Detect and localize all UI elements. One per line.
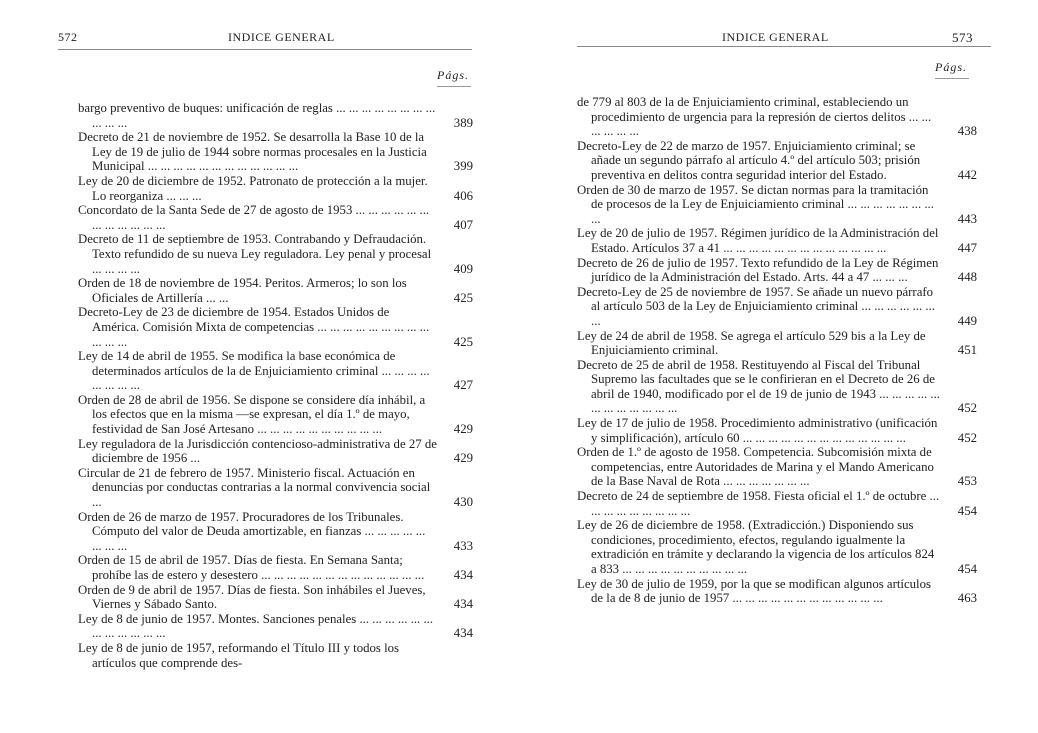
- index-entry: Ley reguladora de la Jurisdicción contencioso-administrativa de 27 de diciembre de 1956 ... 429: [78, 436, 473, 466]
- pags-underline: [935, 78, 969, 79]
- index-entries: [577, 95, 977, 606]
- index-entry: Orden de 18 de noviembre de 1954. Peritos. Armeros; lo son los Oficiales de Artillería ... ... 425: [78, 276, 473, 305]
- index-entry: Orden de 30 de marzo de 1957. Se dictan normas para la tramitación de procesos de la Ley de Enjuiciamiento criminal ... ... ... ... ... ... ... ... 443: [577, 182, 977, 226]
- index-entry: Decreto de 11 de septiembre de 1953. Contrabando y Defraudación. Texto refundido de su nueva Ley reguladora. Ley penal y procesal ... ... ... ... 409: [78, 232, 473, 276]
- index-entry: bargo preventivo de buques: unificación de reglas ... ... ... ... ... ... ... ... ... ... ... 389: [78, 101, 473, 130]
- running-header: INDICE GENERAL: [228, 30, 335, 44]
- index-entry: Ley de 17 de julio de 1958. Procedimiento administrativo (unificación y simplificación), artículo 60 ... ... ... ... ... ... ... ... ... ... ... ... ... 452: [577, 416, 977, 445]
- index-entry: Orden de 15 de abril de 1957. Días de fiesta. En Semana Santa; prohíbe las de estero y desestero ... ... ... ... ... ... ... ... ... ... ... ... ... 434: [78, 553, 473, 582]
- pags-label: Págs.: [437, 68, 469, 82]
- index-entry: Orden de 9 de abril de 1957. Días de fiesta. Son inhábiles el Jueves, Viernes y Sábado Santo. 434: [78, 582, 473, 612]
- index-entry: Ley de 24 de abril de 1958. Se agrega el artículo 529 bis a la Ley de Enjuiciamiento criminal. 451: [577, 328, 977, 358]
- pags-underline: [437, 86, 471, 87]
- index-entry: Orden de 1.º de agosto de 1958. Competencia. Subcomisión mixta de competencias, entre Autoridades de Marina y el Mando Americano de la Base Naval de Rota ... ... ... ... ... ... ... 453: [577, 445, 977, 489]
- page-number: 573: [952, 30, 973, 45]
- index-entry: Decreto-Ley de 22 de marzo de 1957. Enjuiciamiento criminal; se añade un segundo párrafo al artículo 4.º del artículo 503; prisión preventiva en delitos contra seguridad interior del Estado. 442: [577, 138, 977, 182]
- header-rule: [577, 46, 991, 47]
- index-entry: Decreto-Ley de 23 de diciembre de 1954. Estados Unidos de América. Comisión Mixta de competencias ... ... ... ... ... ... ... ... ... ... ... ... 425: [78, 305, 473, 349]
- index-entry: Ley de 20 de julio de 1957. Régimen jurídico de la Administración del Estado. Artículos 37 a 41 ... ... ... ... ... ... ... ... ... ... ... ... ... 447: [577, 226, 977, 255]
- index-entry: Decreto de 24 de septiembre de 1958. Fiesta oficial el 1.º de octubre ... ... ... ... ... ... ... ... ... 454: [577, 489, 977, 518]
- index-entry: Circular de 21 de febrero de 1957. Ministerio fiscal. Actuación en denuncias por conductas contrarias a la normal convivencia social ... 430: [78, 465, 473, 510]
- index-entry: Ley de 26 de diciembre de 1958. (Extradicción.) Disponiendo sus condiciones, procedimiento, efectos, regulando igualmente la extradición en trámite y declarando la vigencia de los artículos 824 a 833 ... ... ... ... ... ... ... ... ... ... 454: [577, 518, 977, 576]
- pags-label: Págs.: [935, 60, 967, 74]
- index-entry: Ley de 14 de abril de 1955. Se modifica la base económica de determinados artículos de la de Enjuiciamiento criminal ... ... ... ... ... ... ... ... 427: [78, 349, 473, 393]
- index-entry: Decreto de 26 de julio de 1957. Texto refundido de la Ley de Régimen jurídico de la Administración del Estado. Arts. 44 a 47 ... ... ... 448: [577, 255, 977, 285]
- index-entry: Decreto-Ley de 25 de noviembre de 1957. Se añade un nuevo párrafo al artículo 503 de la Ley de Enjuiciamiento criminal ... ... ... ... ... ... ... 449: [577, 284, 977, 328]
- header-rule: [58, 49, 472, 50]
- index-entry: Decreto de 25 de abril de 1958. Restituyendo al Fiscal del Tribunal Supremo las facultades que se le confirieran en el Decreto de 26 de abril de 1940, modificado por el de 19 de junio de 1943 ... ... ... ... ... ... ... ... ... ... ... ... 452: [577, 357, 977, 416]
- index-entries: [78, 101, 473, 670]
- index-entry: de 779 al 803 de la de Enjuiciamiento criminal, estableciendo un procedimiento de urgencia para la represión de ciertos delitos ... ... ... ... ... ... 438: [577, 95, 977, 139]
- right-page: [519, 0, 1038, 733]
- index-entry: Ley de 8 de junio de 1957. Montes. Sanciones penales ... ... ... ... ... ... ... ... ... ... ... ... 434: [78, 611, 473, 641]
- index-entry: Ley de 30 de julio de 1959, por la que se modifican algunos artículos de la de 8 de junio de 1957 ... ... ... ... ... ... ... ... ... ... ... ... 463: [577, 576, 977, 606]
- index-entry: Decreto de 21 de noviembre de 1952. Se desarrolla la Base 10 de la Ley de 19 de julio de 1944 sobre normas procesales en la Justicia Municipal ... ... ... ... ... ... ... ... ... ... ... ... 399: [78, 130, 473, 174]
- index-entry: Orden de 26 de marzo de 1957. Procuradores de los Tribunales. Cómputo del valor de Deuda amortizable, en fianzas ... ... ... ... ... ... ... ... 433: [78, 509, 473, 553]
- page-number: 572: [58, 30, 78, 44]
- index-entry: Ley de 8 de junio de 1957, reformando el Título III y todos los artículos que comprende des-: [78, 640, 400, 670]
- index-entry: Ley de 20 de diciembre de 1952. Patronato de protección a la mujer. Lo reorganiza ... ... ... 406: [78, 173, 473, 203]
- index-entry: Orden de 28 de abril de 1956. Se dispone se considere día inhábil, a los efectos que en la misma —se expresan, el día 1.º de mayo, festividad de San José Artesano ... ... ... ... ... ... ... ... ... ... 429: [78, 392, 473, 437]
- index-entry: Concordato de la Santa Sede de 27 de agosto de 1953 ... ... ... ... ... ... ... ... ... ... ... ... 407: [78, 203, 473, 232]
- running-header: INDICE GENERAL: [722, 30, 829, 44]
